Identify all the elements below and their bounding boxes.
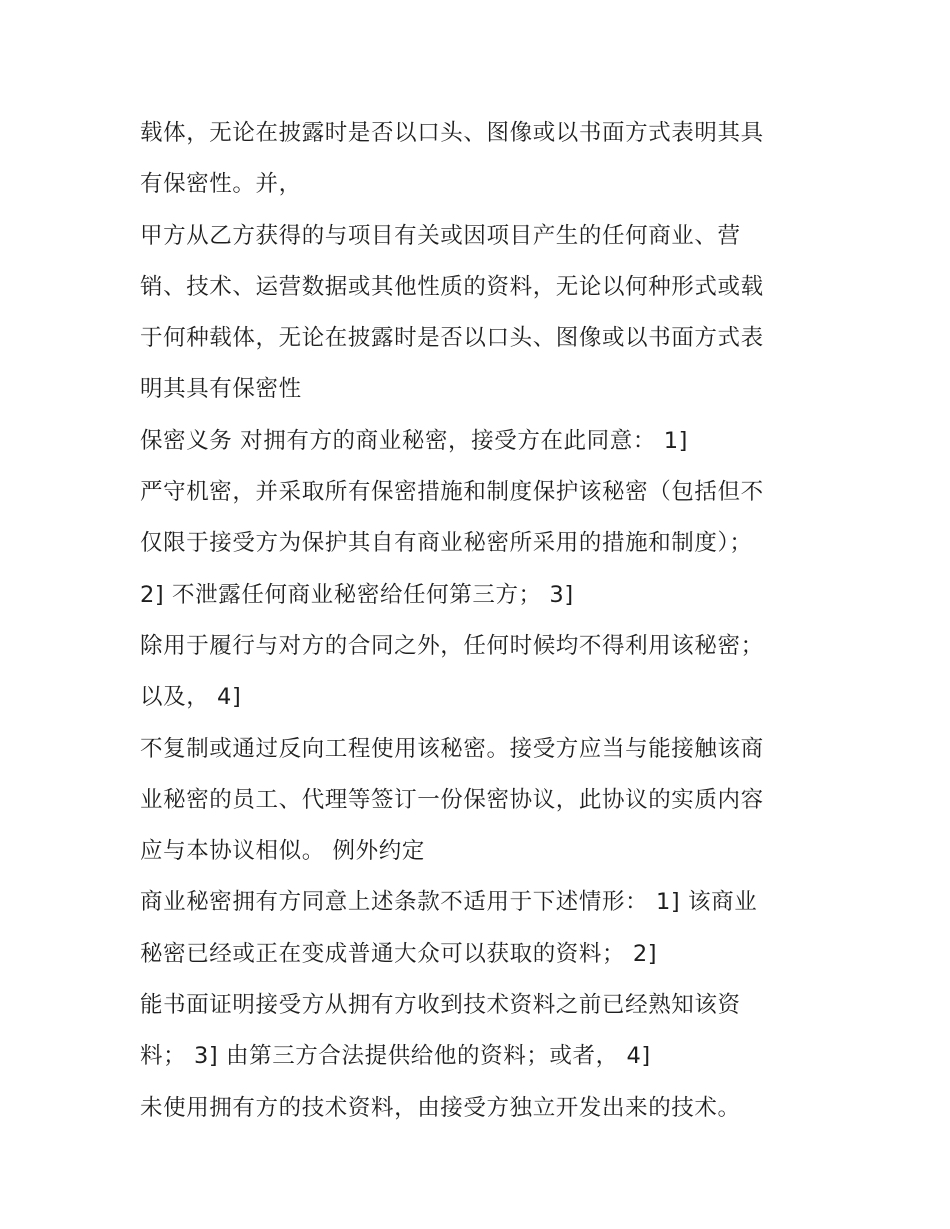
text-line: 商业秘密拥有方同意上述条款不适用于下述情形： 1] 该商业 — [140, 889, 758, 916]
text-line: 销、技术、运营数据或其他性质的资料，无论以何种形式或载 — [140, 273, 764, 300]
text-line: 甲方从乙方获得的与项目有关或因项目产生的任何商业、营 — [140, 222, 741, 249]
text-line: 载体，无论在披露时是否以口头、图像或以书面方式表明其具 — [140, 120, 764, 146]
text-line: 以及， 4] — [140, 684, 242, 711]
text-line: 料； 3] 由第三方合法提供给他的资料；或者， 4] — [140, 1043, 651, 1070]
text-line: 仅限于接受方为保护其自有商业秘密所采用的措施和制度）； — [140, 530, 753, 557]
document-body — [140, 108, 830, 1134]
text-line: 2] 不泄露任何商业秘密给任何第三方； 3] — [140, 581, 574, 608]
text-line: 保密义务 对拥有方的商业秘密，接受方在此同意： 1] — [140, 427, 688, 454]
text-line: 除用于履行与对方的合同之外，任何时候均不得利用该秘密； — [140, 632, 764, 659]
text-line: 有保密性。并， — [140, 171, 302, 198]
text-line: 能书面证明接受方从拥有方收到技术资料之前已经熟知该资 — [140, 992, 741, 1019]
text-line: 秘密已经或正在变成普通大众可以获取的资料； 2] — [140, 940, 658, 967]
text-line: 应与本协议相似。 例外约定 — [140, 838, 425, 865]
text-line: 严守机密，并采取所有保密措施和制度保护该秘密（包括但不 — [140, 479, 764, 506]
text-line: 未使用拥有方的技术资料，由接受方独立开发出来的技术。 — [140, 1094, 741, 1121]
text-line: 明其具有保密性 — [140, 376, 302, 403]
text-line: 于何种载体，无论在披露时是否以口头、图像或以书面方式表 — [140, 325, 764, 352]
text-line: 不复制或通过反向工程使用该秘密。接受方应当与能接触该商 — [140, 735, 764, 762]
text-line: 业秘密的员工、代理等签订一份保密协议，此协议的实质内容 — [140, 786, 764, 813]
